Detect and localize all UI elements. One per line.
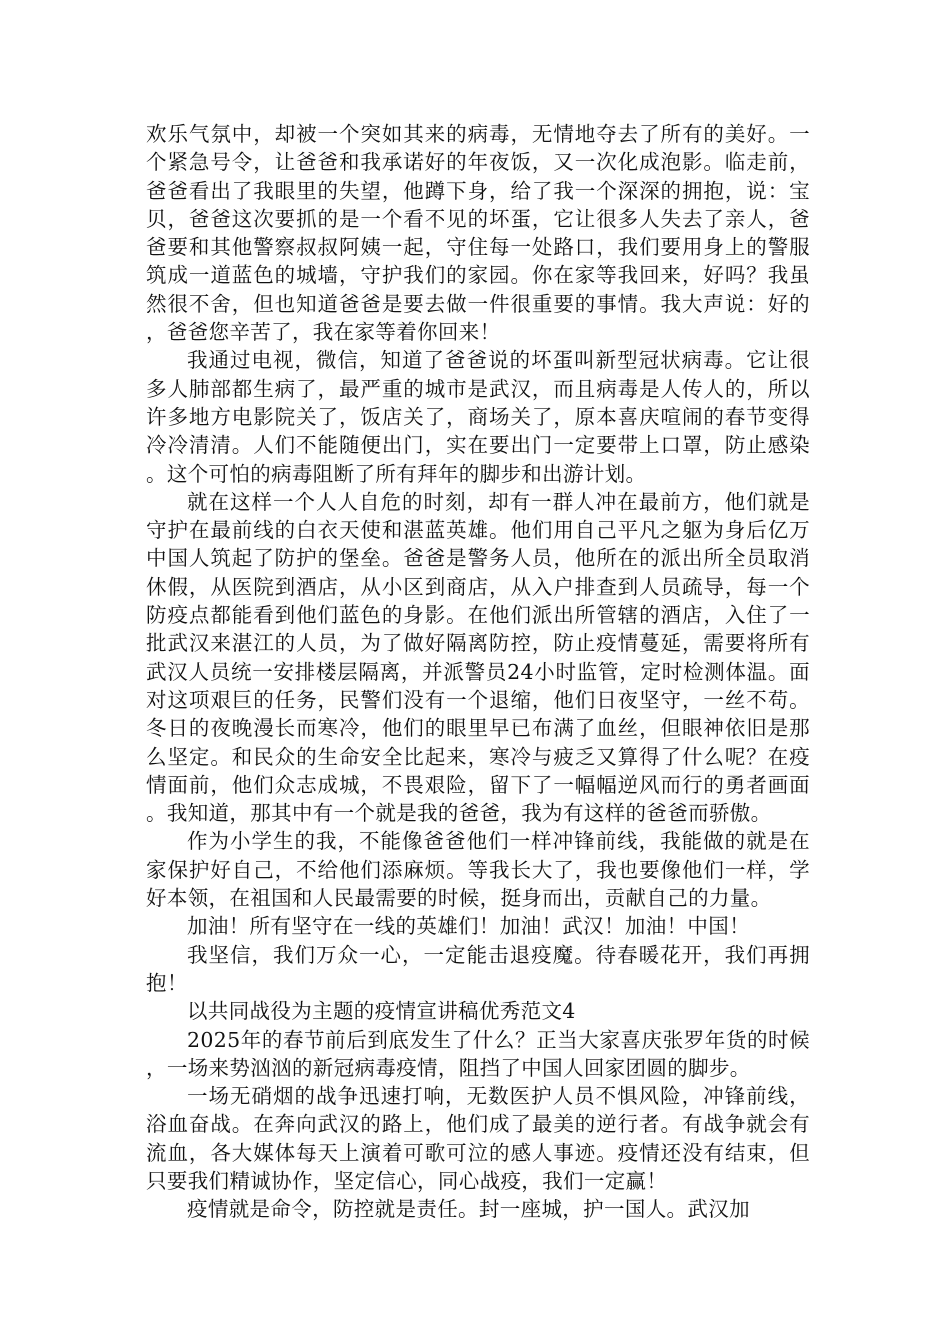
paragraph-student-pledge: 作为小学生的我，不能像爸爸他们一样冲锋前线，我能做的就是在家保护好自己，不给他们添麻烦。等我长大了，我也要像他们一样，学好本领，在祖国和人民最需要的时候，挺身而出，贡献自己的力量。	[146, 829, 810, 911]
paragraph-cheer: 加油！所有坚守在一线的英雄们！加油！武汉！加油！中国！	[187, 914, 750, 939]
paragraph-belief: 我坚信，我们万众一心，一定能击退疫魔。待春暖花开，我们再拥抱！	[146, 942, 810, 995]
paragraph-continuation: 欢乐气氛中，却被一个突如其来的病毒，无情地夺去了所有的美好。一个紧急号令，让爸爸和我承诺好的年夜饭，又一次化成泡影。临走前，爸爸看出了我眼里的失望，他蹲下身，给了我一个深深的拥抱，说：宝贝，爸爸这次要抓的是一个看不见的坏蛋，它让很多人失去了亲人，爸爸要和其他警察叔叔阿姨一起，守住每一处路口，我们要用身上的警服筑成一道蓝色的城墙，守护我们的家园。你在家等我回来，好吗？我虽然很不舍，但也知道爸爸是要去做一件很重要的事情。我大声说：好的，爸爸您辛苦了，我在家等着你回来！	[146, 122, 810, 345]
document-body	[146, 120, 810, 1224]
paragraph-spring-festival: 2025年的春节前后到底发生了什么？正当大家喜庆张罗年货的时候，一场来势汹汹的新冠病毒疫情，阻挡了中国人回家团圆的脚步。	[146, 1027, 810, 1080]
paragraph-epidemic-command: 疫情就是命令，防控就是责任。封一座城，护一国人。武汉加	[187, 1197, 750, 1222]
paragraph-virus-news: 我通过电视，微信，知道了爸爸说的坏蛋叫新型冠状病毒。它让很多人肺部都生病了，最严重的城市是武汉，而且病毒是人传人的，所以许多地方电影院关了，饭店关了，商场关了，原本喜庆喧闹的春节变得冷冷清清。人们不能随便出门，实在要出门一定要带上口罩，防止感染。这个可怕的病毒阻断了所有拜年的脚步和出游计划。	[146, 348, 810, 486]
paragraph-war-without-smoke: 一场无硝烟的战争迅速打响，无数医护人员不惧风险，冲锋前线，浴血奋战。在奔向武汉的路上，他们成了最美的逆行者。有战争就会有流血，各大媒体每天上演着可歌可泣的感人事迹。疫情还没有结束，但只要我们精诚协作，坚定信心，同心战疫，我们一定赢！	[146, 1084, 810, 1193]
section-heading: 以共同战役为主题的疫情宣讲稿优秀范文4	[187, 999, 576, 1024]
paragraph-frontline-heroes: 就在这样一个人人自危的时刻，却有一群人冲在最前方，他们就是守护在最前线的白衣天使和湛蓝英雄。他们用自己平凡之躯为身后亿万中国人筑起了防护的堡垒。爸爸是警务人员，他所在的派出所全员取消休假，从医院到酒店，从小区到商店，从入户排查到人员疏导，每一个防疫点都能看到他们蓝色的身影。在他们派出所管辖的酒店，入住了一批武汉来湛江的人员，为了做好隔离防控，防止疫情蔓延，需要将所有武汉人员统一安排楼层隔离，并派警员24小时监管，定时检测体温。面对这项艰巨的任务，民警们没有一个退缩，他们日夜坚守，一丝不苟。冬日的夜晚漫长而寒冷，他们的眼里早已布满了血丝，但眼神依旧是那么坚定。和民众的生命安全比起来，寒冷与疲乏又算得了什么呢？在疫情面前，他们众志成城，不畏艰险，留下了一幅幅逆风而行的勇者画面。我知道，那其中有一个就是我的爸爸，我为有这样的爸爸而骄傲。	[146, 489, 810, 826]
